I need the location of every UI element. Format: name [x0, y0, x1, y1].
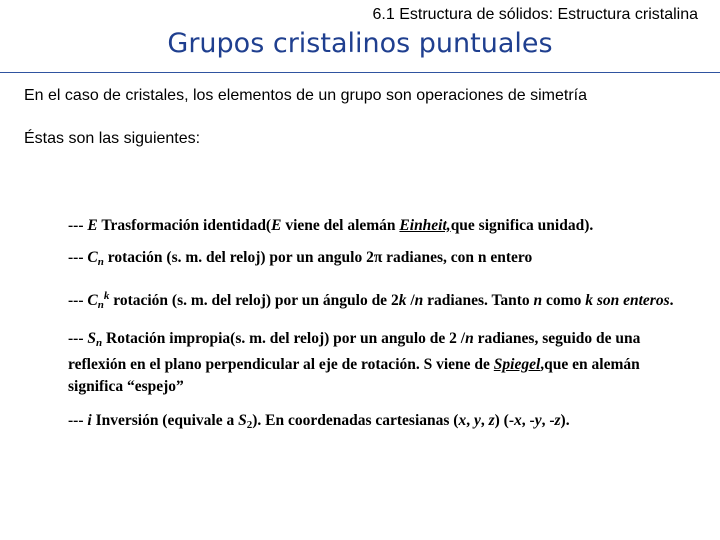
op-text: rotación (s. m. del reloj) por un angulo 2π radianes, con n entero: [103, 249, 533, 266]
op-text: ). En coordenadas cartesianas (: [252, 412, 459, 429]
op-dash: ---: [68, 249, 88, 266]
op-text: rotación (s. m. del reloj) por un ángulo de 2: [109, 292, 399, 309]
intro-line-1: En el caso de cristales, los elementos de un grupo son operaciones de simetría: [24, 87, 587, 104]
op-text: viene del alemán: [281, 217, 400, 234]
op-text: Rotación impropia(s. m. del reloj) por un angulo de 2 /: [102, 330, 466, 347]
op-word-einheit: Einheit,: [399, 217, 451, 234]
op-dash: ---: [68, 330, 88, 347]
op-symbol: C: [87, 249, 98, 266]
op-symbol: C: [87, 292, 98, 309]
op-tail: k son enteros: [585, 292, 670, 309]
operation-improper-rotation: [68, 328, 688, 398]
operation-rotation: [68, 247, 688, 273]
op-subscript: 2: [246, 419, 253, 431]
op-text: como: [542, 292, 586, 309]
op-text: ) (-: [494, 412, 515, 429]
op-subscript: n: [97, 256, 104, 268]
op-sep: ,: [466, 412, 474, 429]
op-word-spiegel: Spiegel: [493, 356, 541, 373]
op-text: radianes, seguido de una reflexión en el plano perpendicular al eje de rotación. S viene de: [68, 330, 641, 373]
op-sep: , -: [541, 412, 555, 429]
op-text: radianes. Tanto: [423, 292, 534, 309]
op-var: x: [458, 412, 467, 429]
op-text: ,que en alemán significa “espejo”: [68, 356, 640, 395]
op-text: .: [669, 292, 674, 309]
operation-rotation-power: [68, 285, 688, 316]
op-sep: , -: [521, 412, 535, 429]
op-symbol: S: [87, 330, 96, 347]
operation-inversion: [68, 410, 688, 436]
op-text: /: [406, 292, 415, 309]
op-subscript: n: [96, 337, 103, 349]
op-text: Trasformación identidad(: [97, 217, 272, 234]
op-var: k: [398, 292, 407, 309]
operation-identity: [68, 215, 688, 237]
op-dash: ---: [68, 292, 88, 309]
op-text: que significa unidad).: [450, 217, 594, 234]
op-dash: ---: [68, 217, 88, 234]
op-subscript: n: [97, 299, 104, 311]
op-var: x: [514, 412, 522, 429]
op-var: y: [473, 412, 481, 429]
op-superscript: k: [103, 290, 110, 302]
title-divider: [0, 72, 720, 73]
op-var: z: [554, 412, 561, 429]
intro-line-2: Éstas son las siguientes:: [24, 130, 201, 147]
op-var: z: [488, 412, 495, 429]
op-text: ).: [560, 412, 570, 429]
page-title: Grupos cristalinos puntuales: [167, 28, 553, 59]
op-symbol-ref: E: [271, 217, 282, 234]
op-dash: ---: [68, 412, 88, 429]
op-var: n: [533, 292, 543, 309]
section-subtitle: 6.1 Estructura de sólidos: Estructura cristalina: [372, 6, 698, 23]
op-var: n: [414, 292, 424, 309]
operations-list: [68, 215, 688, 448]
op-symbol: i: [87, 412, 92, 429]
op-symbol-ref: S: [238, 412, 247, 429]
op-text: Inversión (equivale a: [91, 412, 239, 429]
op-symbol: E: [87, 217, 98, 234]
op-sep: ,: [480, 412, 489, 429]
op-var: y: [534, 412, 542, 429]
op-var: n: [465, 330, 474, 347]
